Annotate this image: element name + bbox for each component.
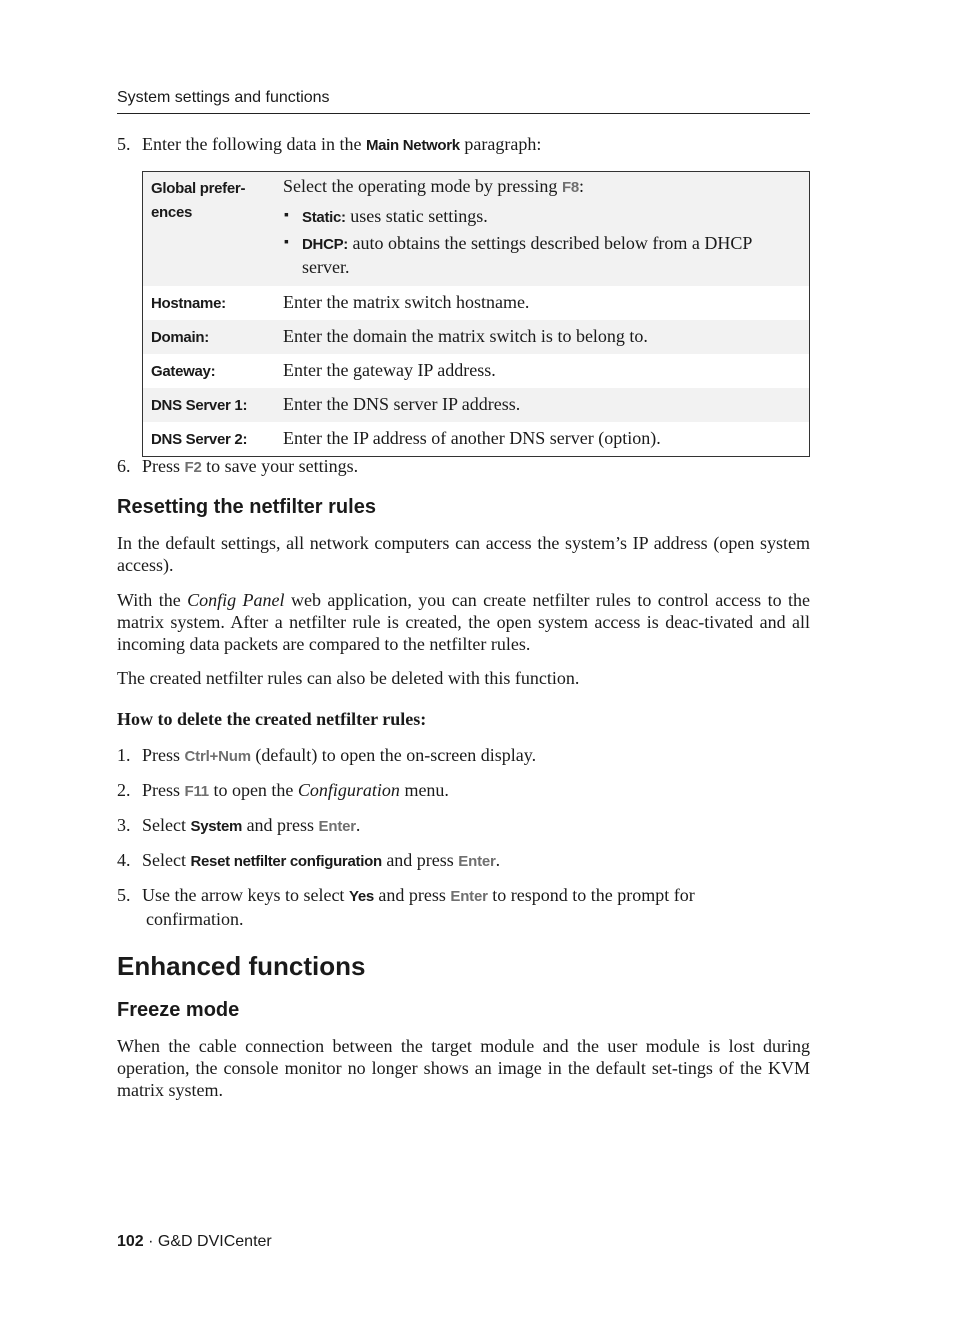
key-ctrl-num: Ctrl+Num xyxy=(184,748,251,765)
header-section-title: System settings and functions xyxy=(117,89,330,106)
netfilter-step-3: 3. Select System and press Enter. xyxy=(117,815,361,835)
paragraph-freeze-mode: When the cable connection between the target module and the user module is lost during operation, the console monitor no longer shows an image in the default set-tings of the KVM matrix system. xyxy=(117,1036,810,1100)
table-row-gateway: Gateway: Enter the gateway IP address. xyxy=(151,360,496,380)
footer-title: G&D DVICenter xyxy=(157,1233,272,1250)
netfilter-step-4: 4. Select Reset netfilter configuration and press Enter. xyxy=(117,850,501,870)
mode-options-list xyxy=(283,205,799,278)
configuration-menu-term: Configuration xyxy=(297,780,400,800)
step-5-main-network: 5. Enter the following data in the Main Network paragraph: xyxy=(117,134,542,154)
key-f2: F2 xyxy=(184,459,202,476)
system-term: System xyxy=(190,818,243,835)
paragraph-delete-note: The created netfilter rules can also be deleted with this function. xyxy=(117,668,580,688)
heading-freeze-mode: Freeze mode xyxy=(117,999,240,1021)
page-number: 102 xyxy=(117,1233,144,1250)
label-global-preferences: Global prefer- ences xyxy=(151,180,246,221)
list-item-static: ▪ Static: uses static settings. xyxy=(283,205,799,229)
running-header xyxy=(117,89,810,114)
netfilter-step-5: 5. Use the arrow keys to select Yes and press Enter to respond to the prompt for confirmation. xyxy=(117,885,695,929)
step-6-save: 6. Press F2 to save your settings. xyxy=(117,456,359,476)
global-preferences-intro: Select the operating mode by pressing F8: xyxy=(283,176,585,196)
netfilter-step-2: 2. Press F11 to open the Configuration menu. xyxy=(117,780,449,800)
paragraph-config-panel: With the Config Panel web application, you can create netfilter rules to control access to the matrix system. After a netfilter rule is created, the open system access is deac-tivated and all incoming data packets are compared to the netfilter rules. xyxy=(117,590,811,654)
key-enter: Enter xyxy=(318,818,356,835)
yes-term: Yes xyxy=(348,888,374,905)
heading-resetting-netfilter: Resetting the netfilter rules xyxy=(117,496,376,518)
reset-netfilter-term: Reset netfilter configuration xyxy=(190,853,382,870)
netfilter-step-1: 1. Press Ctrl+Num (default) to open the on-screen display. xyxy=(117,745,537,765)
table-row-global-preferences xyxy=(143,172,810,287)
table-row-domain: Domain: Enter the domain the matrix switch is to belong to. xyxy=(143,320,810,354)
key-f8: F8 xyxy=(561,179,580,196)
config-panel-term: Config Panel xyxy=(187,590,285,610)
page-footer: 102 · G&D DVICenter xyxy=(117,1233,272,1250)
table-row-dns-server-1: DNS Server 1: Enter the DNS server IP address. xyxy=(143,388,810,422)
key-enter: Enter xyxy=(450,888,488,905)
paragraph-default-access: In the default settings, all network computers can access the system’s IP address (open system access). xyxy=(117,533,810,575)
table-row-dns-server-2: DNS Server 2: Enter the IP address of another DNS server (option). xyxy=(151,428,661,448)
key-enter: Enter xyxy=(458,853,496,870)
main-network-term: Main Network xyxy=(365,137,460,154)
key-f11: F11 xyxy=(184,783,209,800)
table-row-hostname: Hostname: Enter the matrix switch hostname. xyxy=(151,292,530,312)
heading-enhanced-functions: Enhanced functions xyxy=(117,951,366,981)
main-network-table xyxy=(142,171,810,457)
list-item-dhcp: ▪ DHCP: auto obtains the settings described below from a DHCP server. xyxy=(283,232,799,278)
howto-heading: How to delete the created netfilter rules: xyxy=(117,709,427,729)
